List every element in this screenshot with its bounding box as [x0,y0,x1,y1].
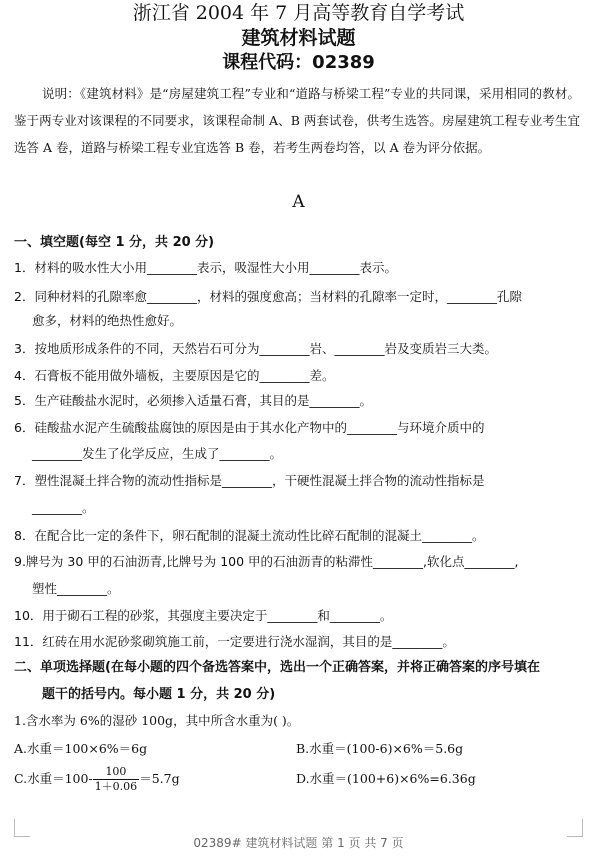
option-b: B.水重＝(100-6)×6%＝5.6g [296,741,464,756]
option-a: A.水重＝100×6%＝6g [14,741,148,756]
question-9: 9.牌号为 30 甲的石油沥青,比牌号为 100 甲的石油沥青的粘滞性________,软化点________, [14,554,519,569]
question-4: 4．石膏板不能用做外墙板，主要原因是它的________差。 [14,368,335,383]
option-c-suffix: ＝5.7g [139,771,180,786]
question-5: 5．生产硅酸盐水泥时，必须掺入适量石膏，其目的是________。 [14,393,372,408]
question-6-continued: ________发生了化学反应，生成了________。 [32,446,283,461]
question-8: 8．在配合比一定的条件下，卵石配制的混凝土流动性比碎石配制的混凝土________。 [14,528,485,543]
course-code: 课程代码：02389 [222,52,375,73]
exam-title: 浙江省 2004 年 7 月高等教育自学考试 [132,2,465,24]
question-10: 10．用于砌石工程的砂浆，其强度主要决定于________和________。 [14,608,393,623]
fraction-numerator: 100 [93,765,140,780]
page-footer: 02389# 建筑材料试题 第 1 页 共 7 页 [193,836,404,850]
option-d: D.水重＝(100+6)×6%=6.36g [296,771,476,786]
option-c [14,760,180,798]
question-7-continued: ________。 [32,500,95,515]
subject-title: 建筑材料试题 [241,27,356,49]
section-choice-heading-continued: 题干的括号内。每小题 1 分，共 20 分) [42,687,276,702]
question-2-continued: 愈多，材料的绝热性愈好。 [32,313,183,328]
question-9-continued: 塑性________。 [32,581,120,596]
question-3: 3．按地质形成条件的不同，天然岩石可分为________岩、________岩及变质岩三大类。 [14,341,497,356]
option-c-prefix: C.水重＝100- [14,771,93,786]
question-1: 1．材料的吸水性大小用________表示，吸湿性大小用________表示。 [14,260,397,275]
instructions-paragraph: 说明：《建筑材料》是“房屋建筑工程”专业和“道路与桥梁工程”专业的共同课，采用相同的教材。鉴于两专业对该课程的不同要求，该课程命制 A、B 两套试卷，供考生选答。房屋建筑工程专业考生宜选答 A 卷，道路与桥梁工程专业宜选答 B 卷，若考生两卷均答，以 A 卷为评分依据。 [14,86,580,155]
question-2: 2．同种材料的孔隙率愈________，材料的强度愈高；当材料的孔隙率一定时，________孔隙 [14,289,522,304]
choice-question-1: 1.含水率为 6%的湿砂 100g，其中所含水重为( )。 [14,713,300,728]
section-choice-heading: 二、单项选择题(在每小题的四个备选答案中，选出一个正确答案，并将正确答案的序号填在 [14,660,540,675]
question-11: 11．红砖在用水泥砂浆砌筑施工前，一定要进行浇水湿润，其目的是________。 [14,634,455,649]
question-6: 6．硅酸盐水泥产生硫酸盐腐蚀的原因是由于其水化产物中的________与环境介质中的 [14,420,485,435]
section-fill-blank-heading: 一、填空题(每空 1 分，共 20 分) [14,235,215,250]
fraction-denominator: 1＋0.06 [94,780,138,793]
question-7: 7．塑性混凝土拌合物的流动性指标是________，干硬性混凝土拌合物的流动性指标是 [14,473,485,488]
paper-a-heading: A [292,192,305,212]
option-c-fraction [93,765,140,794]
